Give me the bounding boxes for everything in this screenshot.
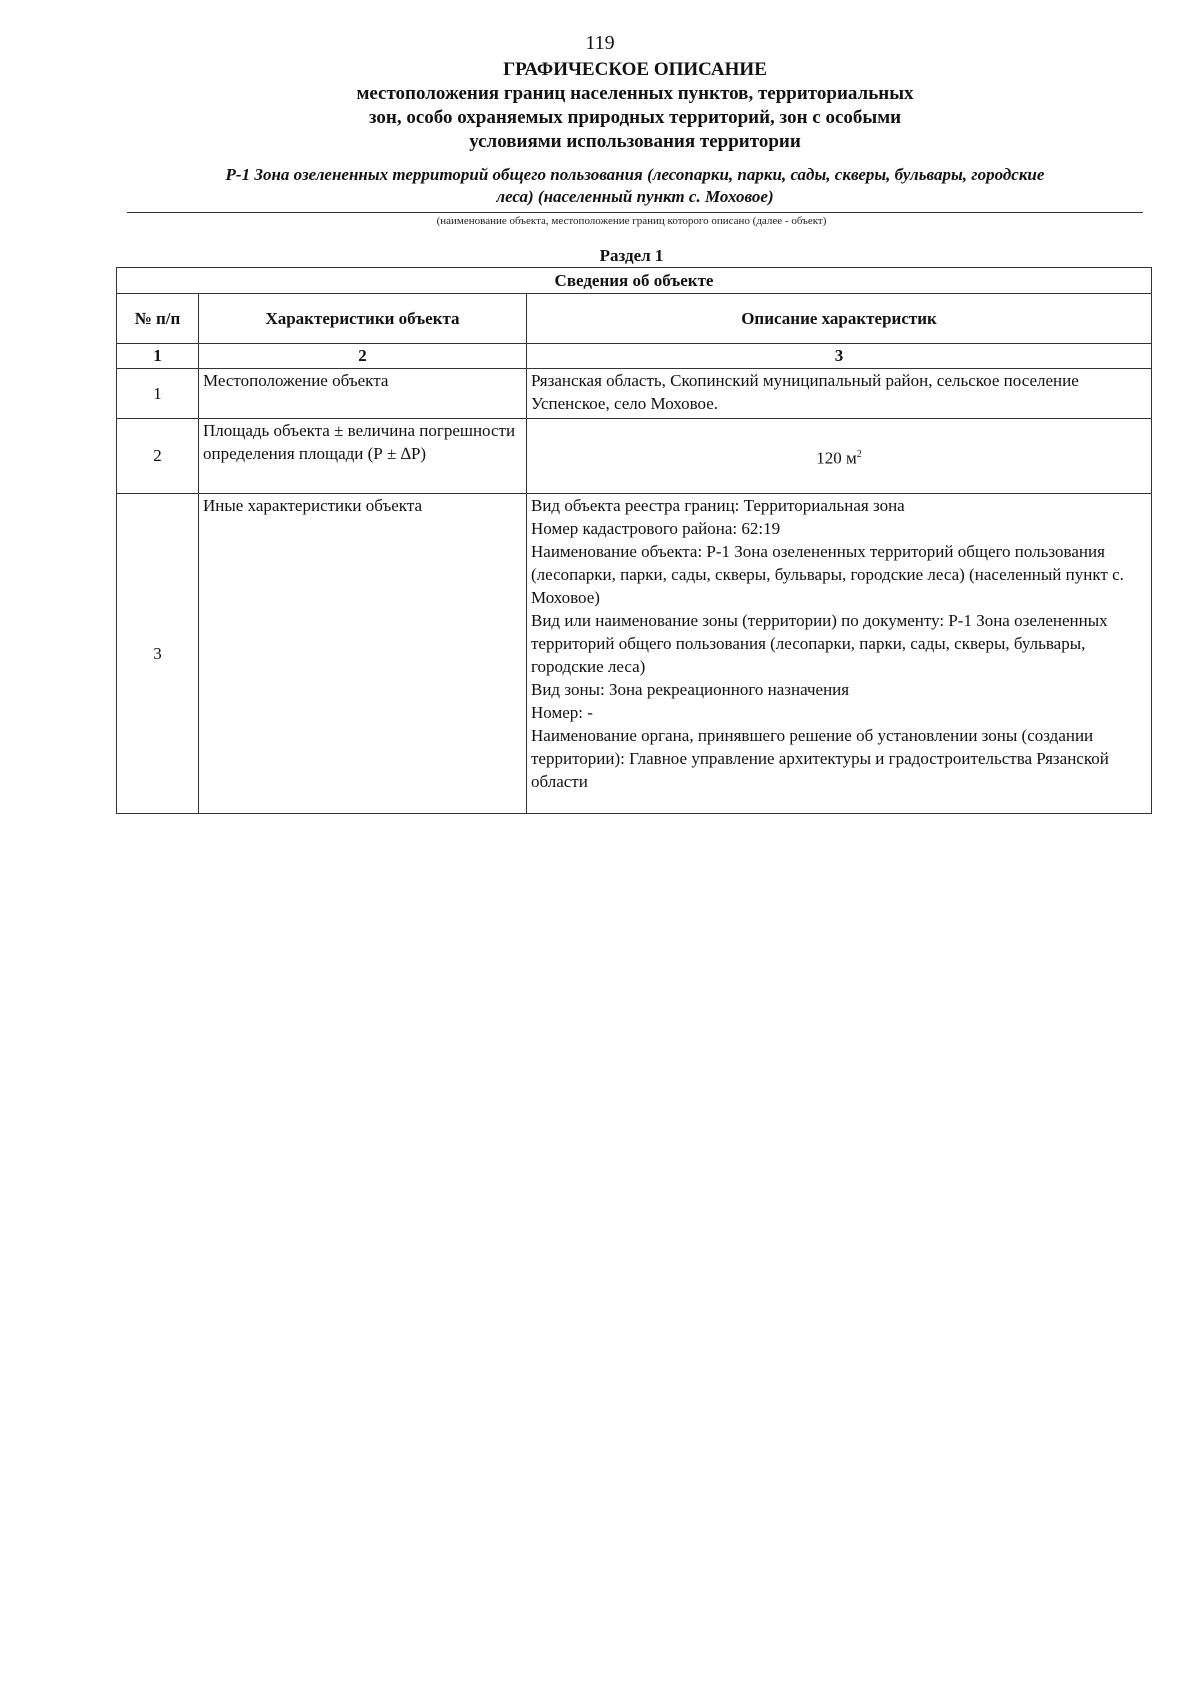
column-number: 2 bbox=[199, 344, 527, 369]
object-name-line: леса) (населенный пункт с. Моховое) bbox=[496, 187, 774, 206]
table-caption: Сведения об объекте bbox=[117, 268, 1152, 294]
row-number: 1 bbox=[117, 369, 199, 419]
row-description: Рязанская область, Скопинский муниципальный район, сельское поселение Успенское, село Моховое. bbox=[527, 369, 1152, 419]
document-title: ГРАФИЧЕСКОЕ ОПИСАНИЕ bbox=[503, 59, 767, 80]
document-subtitle-line: зон, особо охраняемых природных территорий, зон с особыми bbox=[368, 107, 902, 128]
column-number: 3 bbox=[527, 344, 1152, 369]
description-line: Вид объекта реестра границ: Территориальная зона bbox=[531, 496, 905, 515]
table-row bbox=[117, 494, 1152, 814]
column-number: 1 bbox=[117, 344, 199, 369]
section-title: Раздел 1 bbox=[599, 246, 664, 265]
table-row bbox=[117, 369, 1152, 419]
object-info-table bbox=[116, 267, 1152, 814]
description-line: Наименование объекта: Р-1 Зона озелененных территорий общего пользования (лесопарки, парки, сады, скверы, бульвары, городские леса) (населенный пункт с. Моховое) bbox=[531, 542, 1124, 607]
row-number: 3 bbox=[117, 494, 199, 814]
description-line: Наименование органа, принявшего решение об установлении зоны (создании территории): Главное управление архитектуры и градостроительства Рязанской области bbox=[531, 726, 1109, 791]
header-characteristic: Характеристики объекта bbox=[199, 294, 527, 344]
document-heading bbox=[120, 58, 1150, 154]
object-name-underline bbox=[127, 212, 1143, 213]
description-line: Вид зоны: Зона рекреационного назначения bbox=[531, 680, 850, 699]
document-subtitle-line: условиями использования территории bbox=[469, 131, 801, 152]
object-name-line: Р-1 Зона озелененных территорий общего пользования (лесопарки, парки, сады, скверы, бульвары, городские bbox=[225, 165, 1045, 184]
area-value: 120 м bbox=[816, 448, 857, 468]
row-characteristic: Иные характеристики объекта bbox=[199, 494, 527, 814]
table-row bbox=[117, 419, 1152, 494]
header-number: № п/п bbox=[117, 294, 199, 344]
description-line: Номер кадастрового района: 62:19 bbox=[531, 519, 781, 538]
table-header-row bbox=[117, 294, 1152, 344]
row-characteristic: Местоположение объекта bbox=[199, 369, 527, 419]
row-number: 2 bbox=[117, 419, 199, 494]
object-name bbox=[125, 164, 1145, 208]
row-description bbox=[527, 494, 1152, 814]
page-number: 119 bbox=[585, 32, 615, 54]
header-description: Описание характеристик bbox=[527, 294, 1152, 344]
description-line: Вид или наименование зоны (территории) по документу: Р-1 Зона озелененных территорий общего пользования (лесопарки, парки, сады, скверы, бульвары, городские леса) bbox=[531, 611, 1108, 676]
column-number-row bbox=[117, 344, 1152, 369]
table-caption-row bbox=[117, 268, 1152, 294]
row-characteristic: Площадь объекта ± величина погрешности определения площади (Р ± ∆Р) bbox=[199, 419, 527, 494]
document-subtitle-line: местоположения границ населенных пунктов, территориальных bbox=[356, 83, 914, 104]
object-name-caption: (наименование объекта, местоположение границ которого описано (далее - объект) bbox=[436, 215, 827, 227]
row-description bbox=[527, 419, 1152, 494]
area-unit-power: 2 bbox=[856, 448, 862, 460]
description-line: Номер: - bbox=[531, 703, 593, 722]
